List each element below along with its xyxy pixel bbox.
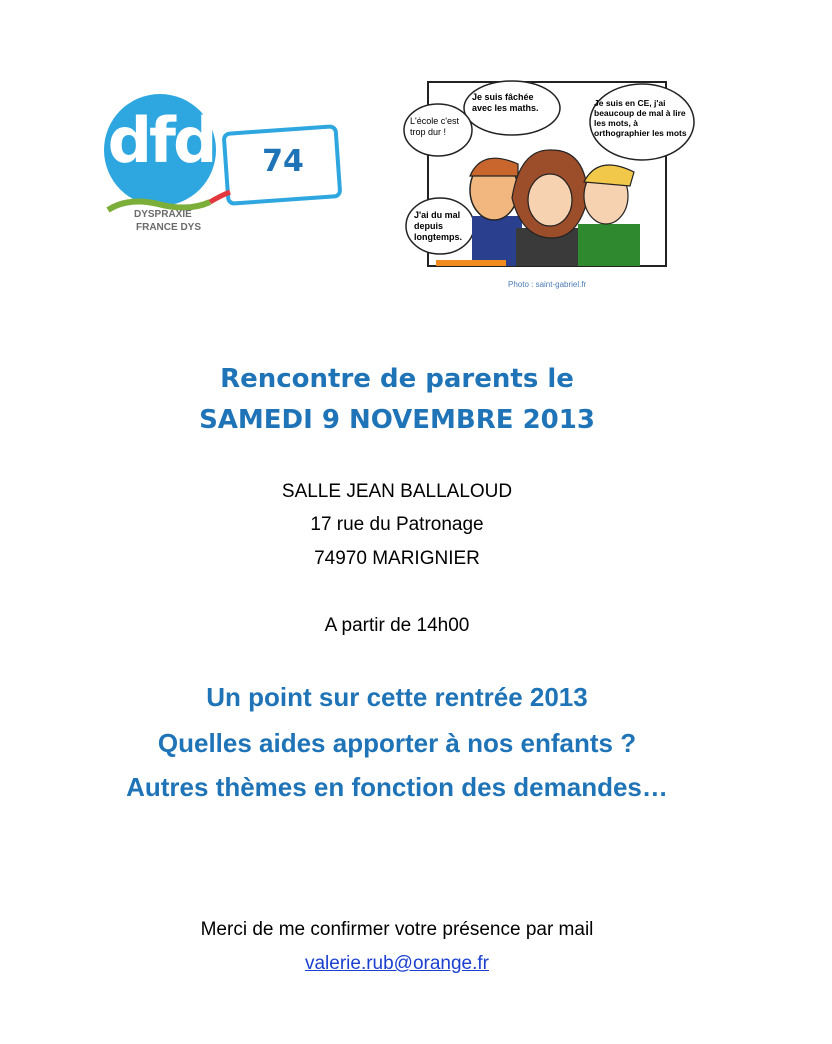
event-title: Rencontre de parents le <box>220 364 574 394</box>
bubble-text-ce: Je suis en CE, j'ai beaucoup de mal à lire les mots, à orthographier les mots <box>594 98 687 138</box>
bubble-text-ecole: L'école c'est trop dur ! <box>410 116 459 137</box>
address-venue: SALLE JEAN BALLALOUD <box>281 481 513 502</box>
event-date: SAMEDI 9 NOVEMBRE 2013 <box>199 405 595 435</box>
logo-tagline-1: DYSPRAXIE <box>134 209 192 220</box>
logo-badge-number: 74 <box>262 144 304 179</box>
bubble-text-maths: Je suis fâchée avec les maths. <box>472 92 539 113</box>
logo-text: dfd <box>107 104 215 177</box>
photo-caption: Photo : saint-gabriel.fr <box>508 280 587 289</box>
email-wrapper <box>0 953 794 975</box>
logo-tagline-2: FRANCE DYS <box>136 222 202 233</box>
association-logo <box>98 92 343 242</box>
topic-item: Un point sur cette rentrée 2013 <box>206 682 588 712</box>
topic-item: Autres thèmes en fonction des demandes… <box>126 772 668 802</box>
email-link[interactable]: valerie.rub@orange.fr <box>304 953 490 974</box>
topic-item: Quelles aides apporter à nos enfants ? <box>157 728 637 758</box>
bubble-text-longtemps: J'ai du mal depuis longtemps. <box>414 210 463 242</box>
address-street: 17 rue du Patronage <box>310 514 484 535</box>
cartoon-illustration <box>402 78 698 268</box>
address-city: 74970 MARIGNIER <box>314 548 480 569</box>
start-time: A partir de 14h00 <box>324 615 470 636</box>
confirm-text: Merci de me confirmer votre présence par mail <box>200 919 594 940</box>
